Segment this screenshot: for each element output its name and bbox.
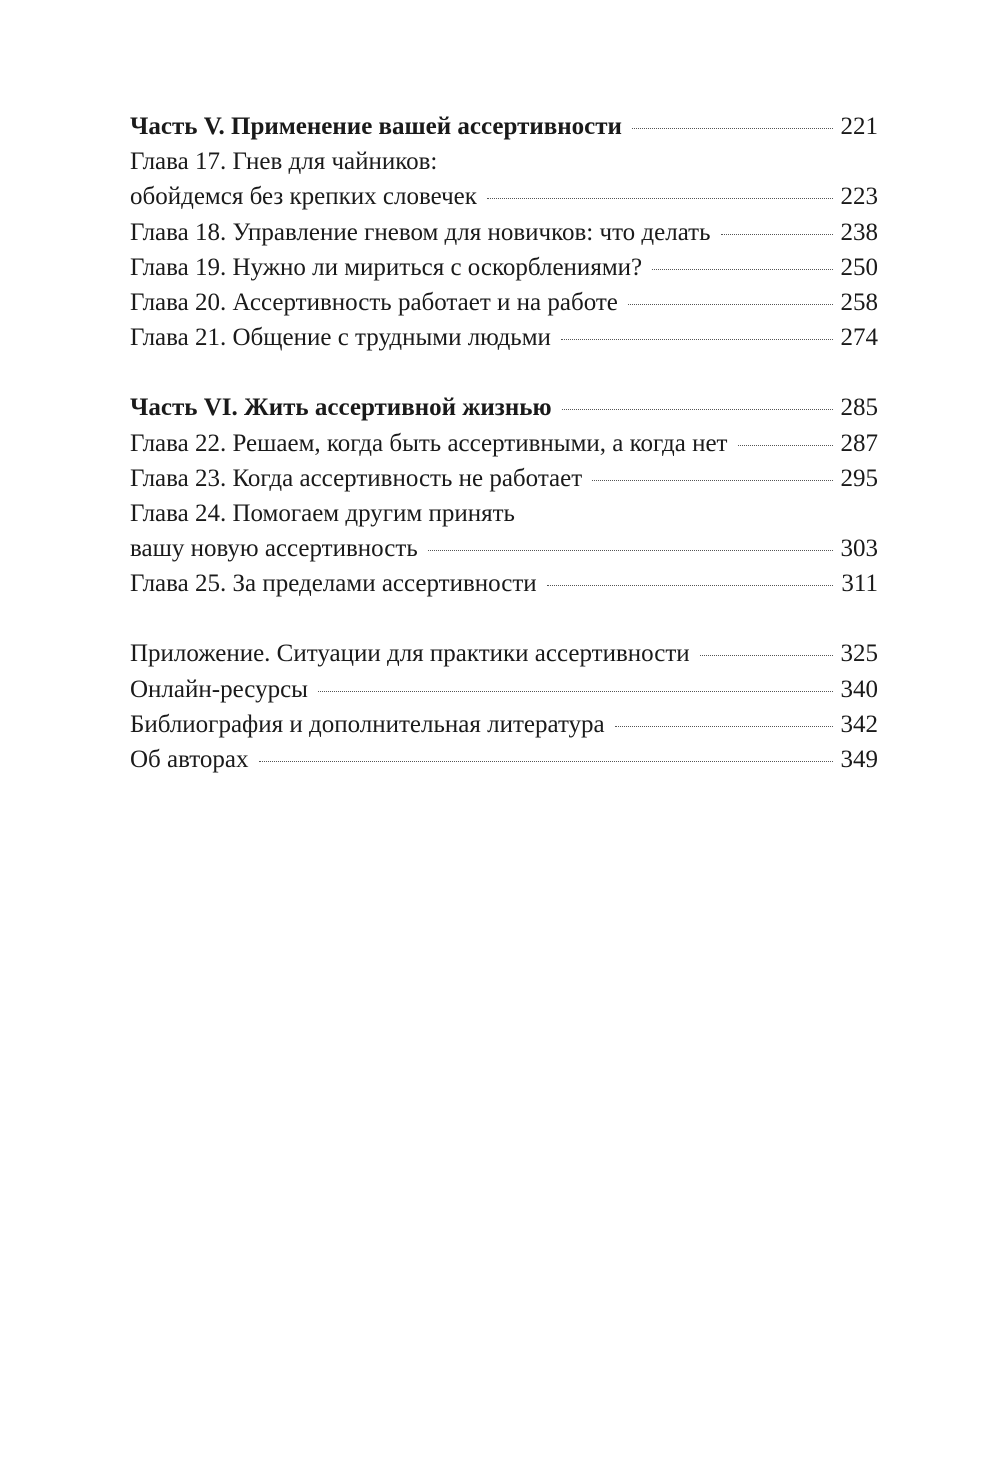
- toc-entry-bibliography[interactable]: [130, 707, 878, 742]
- table-of-contents: [130, 109, 878, 812]
- toc-entry-page: 285: [840, 394, 878, 422]
- dot-leader: [652, 268, 832, 270]
- toc-entry-title: Глава 22. Решаем, когда быть ассертивными, а когда нет: [130, 429, 728, 457]
- toc-entry-chapter[interactable]: [130, 461, 878, 496]
- toc-section-part-6: [130, 390, 878, 601]
- toc-entry-title-line2: вашу новую ассертивность: [130, 535, 418, 563]
- toc-entry-title: Приложение. Ситуации для практики ассертивности: [130, 640, 690, 668]
- dot-leader: [562, 408, 833, 410]
- dot-leader: [628, 303, 833, 305]
- toc-entry-part[interactable]: [130, 109, 878, 144]
- toc-entry-chapter[interactable]: [130, 250, 878, 285]
- toc-section-appendix: [130, 636, 878, 777]
- toc-entry-authors[interactable]: [130, 742, 878, 777]
- toc-entry-chapter[interactable]: [130, 179, 878, 214]
- toc-entry-title: Онлайн-ресурсы: [130, 675, 308, 703]
- toc-entry-part[interactable]: [130, 390, 878, 425]
- toc-entry-title: Глава 20. Ассертивность работает и на работе: [130, 288, 618, 316]
- toc-entry-title-line1[interactable]: Глава 17. Гнев для чайников:: [130, 148, 438, 176]
- toc-entry-title: Часть VI. Жить ассертивной жизнью: [130, 394, 552, 422]
- toc-entry-page: 221: [840, 113, 878, 140]
- toc-entry-title: Глава 25. За пределами ассертивности: [130, 570, 537, 598]
- toc-entry-title: Часть V. Применение вашей ассертивности: [130, 113, 622, 140]
- toc-entry-page: 238: [840, 218, 878, 246]
- toc-entry-resources[interactable]: [130, 672, 878, 707]
- toc-entry-page: 295: [840, 464, 878, 492]
- dot-leader: [632, 127, 833, 129]
- toc-entry-page: 258: [840, 288, 878, 316]
- toc-entry-page: 340: [840, 675, 878, 703]
- toc-entry-title: Библиография и дополнительная литература: [130, 710, 605, 738]
- toc-section-part-5: [130, 109, 878, 355]
- toc-entry-appendix[interactable]: [130, 636, 878, 671]
- toc-entry-chapter[interactable]: [130, 531, 878, 566]
- toc-entry-chapter[interactable]: [130, 426, 878, 461]
- toc-entry-page: 342: [840, 710, 878, 738]
- toc-entry-chapter[interactable]: [130, 285, 878, 320]
- toc-entry-chapter[interactable]: [130, 320, 878, 355]
- toc-entry-page: 287: [840, 429, 878, 457]
- dot-leader: [259, 760, 833, 762]
- toc-entry-page: 250: [840, 253, 878, 281]
- dot-leader: [561, 338, 833, 340]
- dot-leader: [487, 197, 833, 199]
- toc-entry-title-line1[interactable]: Глава 24. Помогаем другим принять: [130, 499, 515, 527]
- toc-entry-page: 223: [840, 183, 878, 211]
- dot-leader: [547, 584, 834, 586]
- toc-entry-title: Глава 18. Управление гневом для новичков: что делать: [130, 218, 711, 246]
- dot-leader: [738, 444, 833, 446]
- toc-entry-title-line2: обойдемся без крепких словечек: [130, 183, 477, 211]
- dot-leader: [318, 690, 833, 692]
- toc-entry-title: Глава 21. Общение с трудными людьми: [130, 324, 551, 352]
- toc-entry-page: 303: [840, 535, 878, 563]
- toc-entry-title: Об авторах: [130, 746, 249, 773]
- toc-entry-title: Глава 19. Нужно ли мириться с оскорблениями?: [130, 253, 643, 281]
- toc-entry-page: 349: [840, 746, 878, 773]
- dot-leader: [700, 654, 833, 656]
- toc-entry-page: 311: [841, 570, 878, 598]
- toc-entry-page: 325: [840, 640, 878, 668]
- toc-entry-title: Глава 23. Когда ассертивность не работает: [130, 464, 583, 492]
- dot-leader: [592, 479, 832, 481]
- dot-leader: [428, 549, 833, 551]
- toc-entry-chapter[interactable]: [130, 566, 878, 601]
- dot-leader: [721, 233, 833, 235]
- dot-leader: [615, 725, 833, 727]
- toc-entry-page: 274: [840, 324, 878, 352]
- toc-entry-chapter[interactable]: [130, 215, 878, 250]
